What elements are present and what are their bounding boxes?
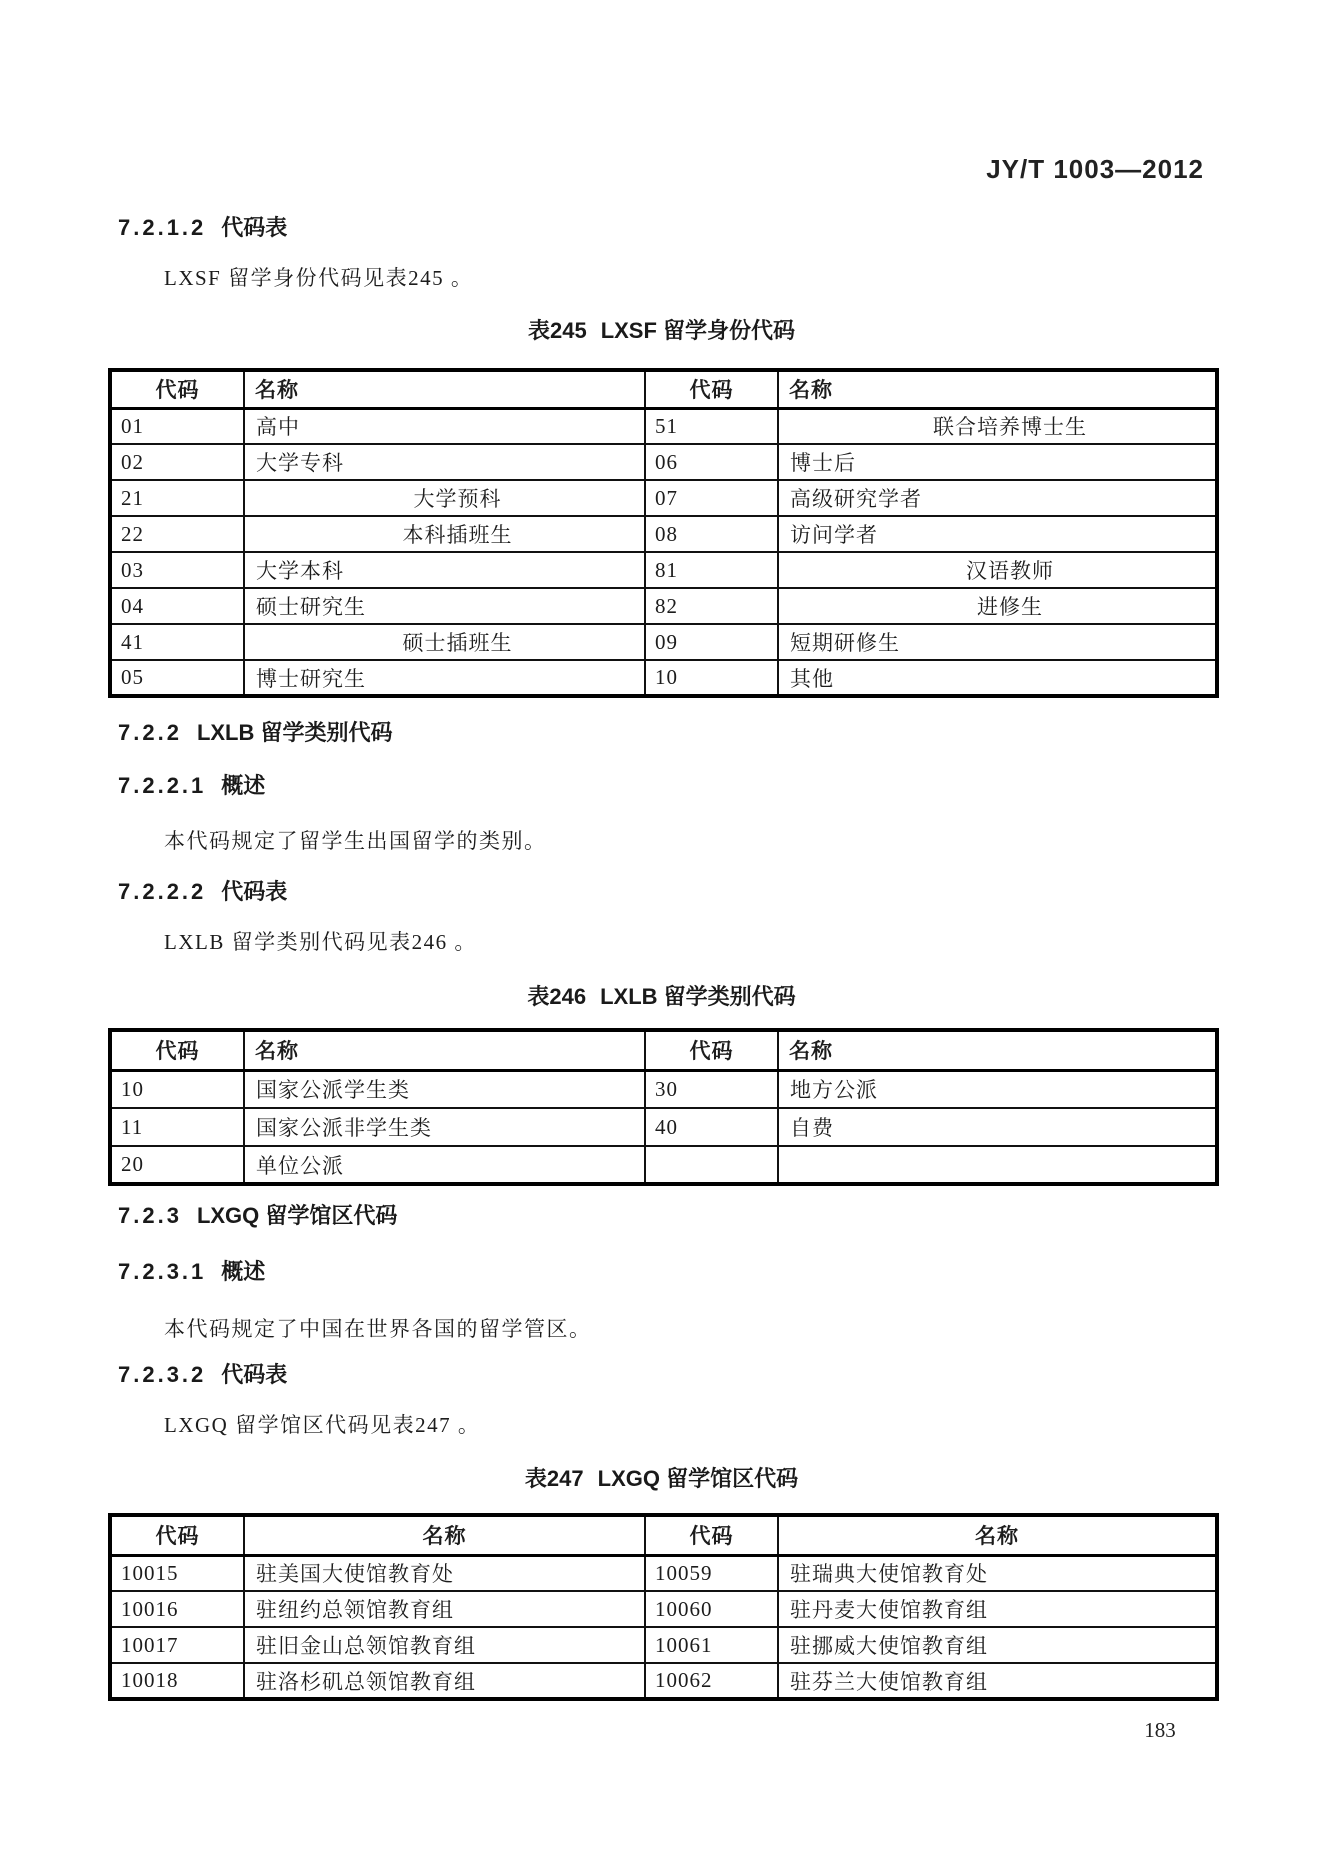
table-row bbox=[110, 1070, 1217, 1108]
code-cell: 30 bbox=[645, 1070, 778, 1108]
code-cell: 40 bbox=[645, 1108, 778, 1146]
table-header-row bbox=[110, 1030, 1217, 1070]
column-header: 代码 bbox=[645, 1515, 778, 1555]
section-number: 7.2.2 bbox=[118, 720, 182, 745]
table-caption-label: 表246 bbox=[527, 984, 587, 1009]
code-cell: 10 bbox=[645, 660, 778, 696]
name-cell: 本科插班生 bbox=[244, 516, 645, 552]
section-title: LXLB 留学类别代码 bbox=[196, 720, 393, 745]
code-cell: 10017 bbox=[110, 1627, 244, 1663]
section-heading-7221 bbox=[118, 774, 265, 798]
code-cell: 09 bbox=[645, 624, 778, 660]
section-heading-723 bbox=[118, 1204, 397, 1228]
name-cell: 高级研究学者 bbox=[778, 480, 1217, 516]
name-cell: 驻旧金山总领馆教育组 bbox=[244, 1627, 645, 1663]
code-cell: 22 bbox=[110, 516, 244, 552]
section-number: 7.2.2.2 bbox=[118, 879, 207, 904]
column-header: 代码 bbox=[110, 1030, 244, 1070]
name-cell: 驻芬兰大使馆教育组 bbox=[778, 1663, 1217, 1699]
name-cell: 地方公派 bbox=[778, 1070, 1217, 1108]
section-title: 概述 bbox=[221, 773, 266, 798]
code-cell: 10 bbox=[110, 1070, 244, 1108]
table-row bbox=[110, 552, 1217, 588]
column-header: 代码 bbox=[110, 370, 244, 408]
section-number: 7.2.3 bbox=[118, 1203, 182, 1228]
code-cell: 10061 bbox=[645, 1627, 778, 1663]
code-cell: 10015 bbox=[110, 1555, 244, 1591]
code-cell: 03 bbox=[110, 552, 244, 588]
table-caption-label: 表247 bbox=[524, 1466, 584, 1491]
column-header: 代码 bbox=[645, 1030, 778, 1070]
code-cell: 82 bbox=[645, 588, 778, 624]
section-number: 7.2.2.1 bbox=[118, 773, 207, 798]
name-cell: 驻丹麦大使馆教育组 bbox=[778, 1591, 1217, 1627]
name-cell: 驻洛杉矶总领馆教育组 bbox=[244, 1663, 645, 1699]
code-cell: 10018 bbox=[110, 1663, 244, 1699]
table-row bbox=[110, 624, 1217, 660]
name-cell: 驻挪威大使馆教育组 bbox=[778, 1627, 1217, 1663]
name-cell: 单位公派 bbox=[244, 1146, 645, 1184]
code-cell: 11 bbox=[110, 1108, 244, 1146]
name-cell: 大学预科 bbox=[244, 480, 645, 516]
name-cell: 博士后 bbox=[778, 444, 1217, 480]
code-cell bbox=[645, 1146, 778, 1184]
name-cell: 国家公派学生类 bbox=[244, 1070, 645, 1108]
code-cell: 51 bbox=[645, 408, 778, 444]
section-number: 7.2.3.1 bbox=[118, 1259, 207, 1284]
column-header: 名称 bbox=[244, 1515, 645, 1555]
name-cell: 大学本科 bbox=[244, 552, 645, 588]
table-245-caption bbox=[108, 319, 1215, 343]
column-header: 名称 bbox=[244, 1030, 645, 1070]
table-row bbox=[110, 1627, 1217, 1663]
name-cell: 汉语教师 bbox=[778, 552, 1217, 588]
code-cell: 20 bbox=[110, 1146, 244, 1184]
column-header: 名称 bbox=[244, 370, 645, 408]
column-header: 名称 bbox=[778, 1030, 1217, 1070]
name-cell: 国家公派非学生类 bbox=[244, 1108, 645, 1146]
table-row bbox=[110, 1663, 1217, 1699]
table-row bbox=[110, 408, 1217, 444]
section-heading-7212 bbox=[118, 216, 287, 240]
section-title: 代码表 bbox=[221, 879, 288, 904]
table-header-row bbox=[110, 1515, 1217, 1555]
name-cell: 自费 bbox=[778, 1108, 1217, 1146]
table-row bbox=[110, 588, 1217, 624]
name-cell: 短期研修生 bbox=[778, 624, 1217, 660]
code-cell: 05 bbox=[110, 660, 244, 696]
code-cell: 01 bbox=[110, 408, 244, 444]
table-row bbox=[110, 1555, 1217, 1591]
table-247-lxgq-codes bbox=[108, 1513, 1219, 1701]
section-title: 概述 bbox=[221, 1259, 266, 1284]
table-247-caption bbox=[108, 1467, 1215, 1491]
name-cell: 其他 bbox=[778, 660, 1217, 696]
table-246-caption bbox=[108, 985, 1215, 1009]
code-cell: 06 bbox=[645, 444, 778, 480]
code-cell: 81 bbox=[645, 552, 778, 588]
paragraph-lxgq-overview: 本代码规定了中国在世界各国的留学管区。 bbox=[164, 1317, 592, 1341]
code-cell: 10059 bbox=[645, 1555, 778, 1591]
column-header: 代码 bbox=[110, 1515, 244, 1555]
name-cell: 驻美国大使馆教育处 bbox=[244, 1555, 645, 1591]
section-number: 7.2.1.2 bbox=[118, 215, 207, 240]
paragraph-lxgq: LXGQ 留学馆区代码见表247 。 bbox=[164, 1413, 481, 1437]
table-row bbox=[110, 1108, 1217, 1146]
code-cell: 21 bbox=[110, 480, 244, 516]
column-header: 名称 bbox=[778, 1515, 1217, 1555]
table-caption-title: LXGQ 留学馆区代码 bbox=[597, 1466, 799, 1491]
section-heading-7222 bbox=[118, 880, 287, 904]
name-cell: 硕士研究生 bbox=[244, 588, 645, 624]
paragraph-lxlb-overview: 本代码规定了留学生出国留学的类别。 bbox=[164, 829, 547, 853]
section-title: 代码表 bbox=[221, 1362, 288, 1387]
table-caption-label: 表245 bbox=[527, 318, 587, 343]
section-heading-7232 bbox=[118, 1363, 287, 1387]
code-cell: 08 bbox=[645, 516, 778, 552]
name-cell: 硕士插班生 bbox=[244, 624, 645, 660]
paragraph-lxlb: LXLB 留学类别代码见表246 。 bbox=[164, 930, 477, 954]
table-row bbox=[110, 660, 1217, 696]
code-cell: 10060 bbox=[645, 1591, 778, 1627]
section-number: 7.2.3.2 bbox=[118, 1362, 207, 1387]
table-row bbox=[110, 1591, 1217, 1627]
name-cell: 大学专科 bbox=[244, 444, 645, 480]
code-cell: 10062 bbox=[645, 1663, 778, 1699]
section-heading-722 bbox=[118, 721, 393, 745]
name-cell: 驻瑞典大使馆教育处 bbox=[778, 1555, 1217, 1591]
code-cell: 41 bbox=[110, 624, 244, 660]
table-row bbox=[110, 444, 1217, 480]
name-cell: 博士研究生 bbox=[244, 660, 645, 696]
section-heading-7231 bbox=[118, 1260, 265, 1284]
table-row bbox=[110, 480, 1217, 516]
column-header: 名称 bbox=[778, 370, 1217, 408]
table-header-row bbox=[110, 370, 1217, 408]
name-cell: 联合培养博士生 bbox=[778, 408, 1217, 444]
standard-number: JY/T 1003—2012 bbox=[986, 154, 1204, 184]
name-cell: 访问学者 bbox=[778, 516, 1217, 552]
table-row bbox=[110, 1146, 1217, 1184]
column-header: 代码 bbox=[645, 370, 778, 408]
page-number: 183 bbox=[1144, 1718, 1176, 1742]
table-row bbox=[110, 516, 1217, 552]
name-cell: 高中 bbox=[244, 408, 645, 444]
table-caption-title: LXLB 留学类别代码 bbox=[600, 984, 796, 1009]
paragraph-lxsf: LXSF 留学身份代码见表245 。 bbox=[164, 266, 474, 290]
code-cell: 02 bbox=[110, 444, 244, 480]
code-cell: 07 bbox=[645, 480, 778, 516]
table-245-lxsf-codes bbox=[108, 368, 1219, 698]
section-title: LXGQ 留学馆区代码 bbox=[196, 1203, 398, 1228]
name-cell bbox=[778, 1146, 1217, 1184]
table-caption-title: LXSF 留学身份代码 bbox=[600, 318, 796, 343]
code-cell: 10016 bbox=[110, 1591, 244, 1627]
name-cell: 进修生 bbox=[778, 588, 1217, 624]
table-246-lxlb-codes bbox=[108, 1028, 1219, 1186]
code-cell: 04 bbox=[110, 588, 244, 624]
name-cell: 驻纽约总领馆教育组 bbox=[244, 1591, 645, 1627]
section-title: 代码表 bbox=[221, 215, 288, 240]
